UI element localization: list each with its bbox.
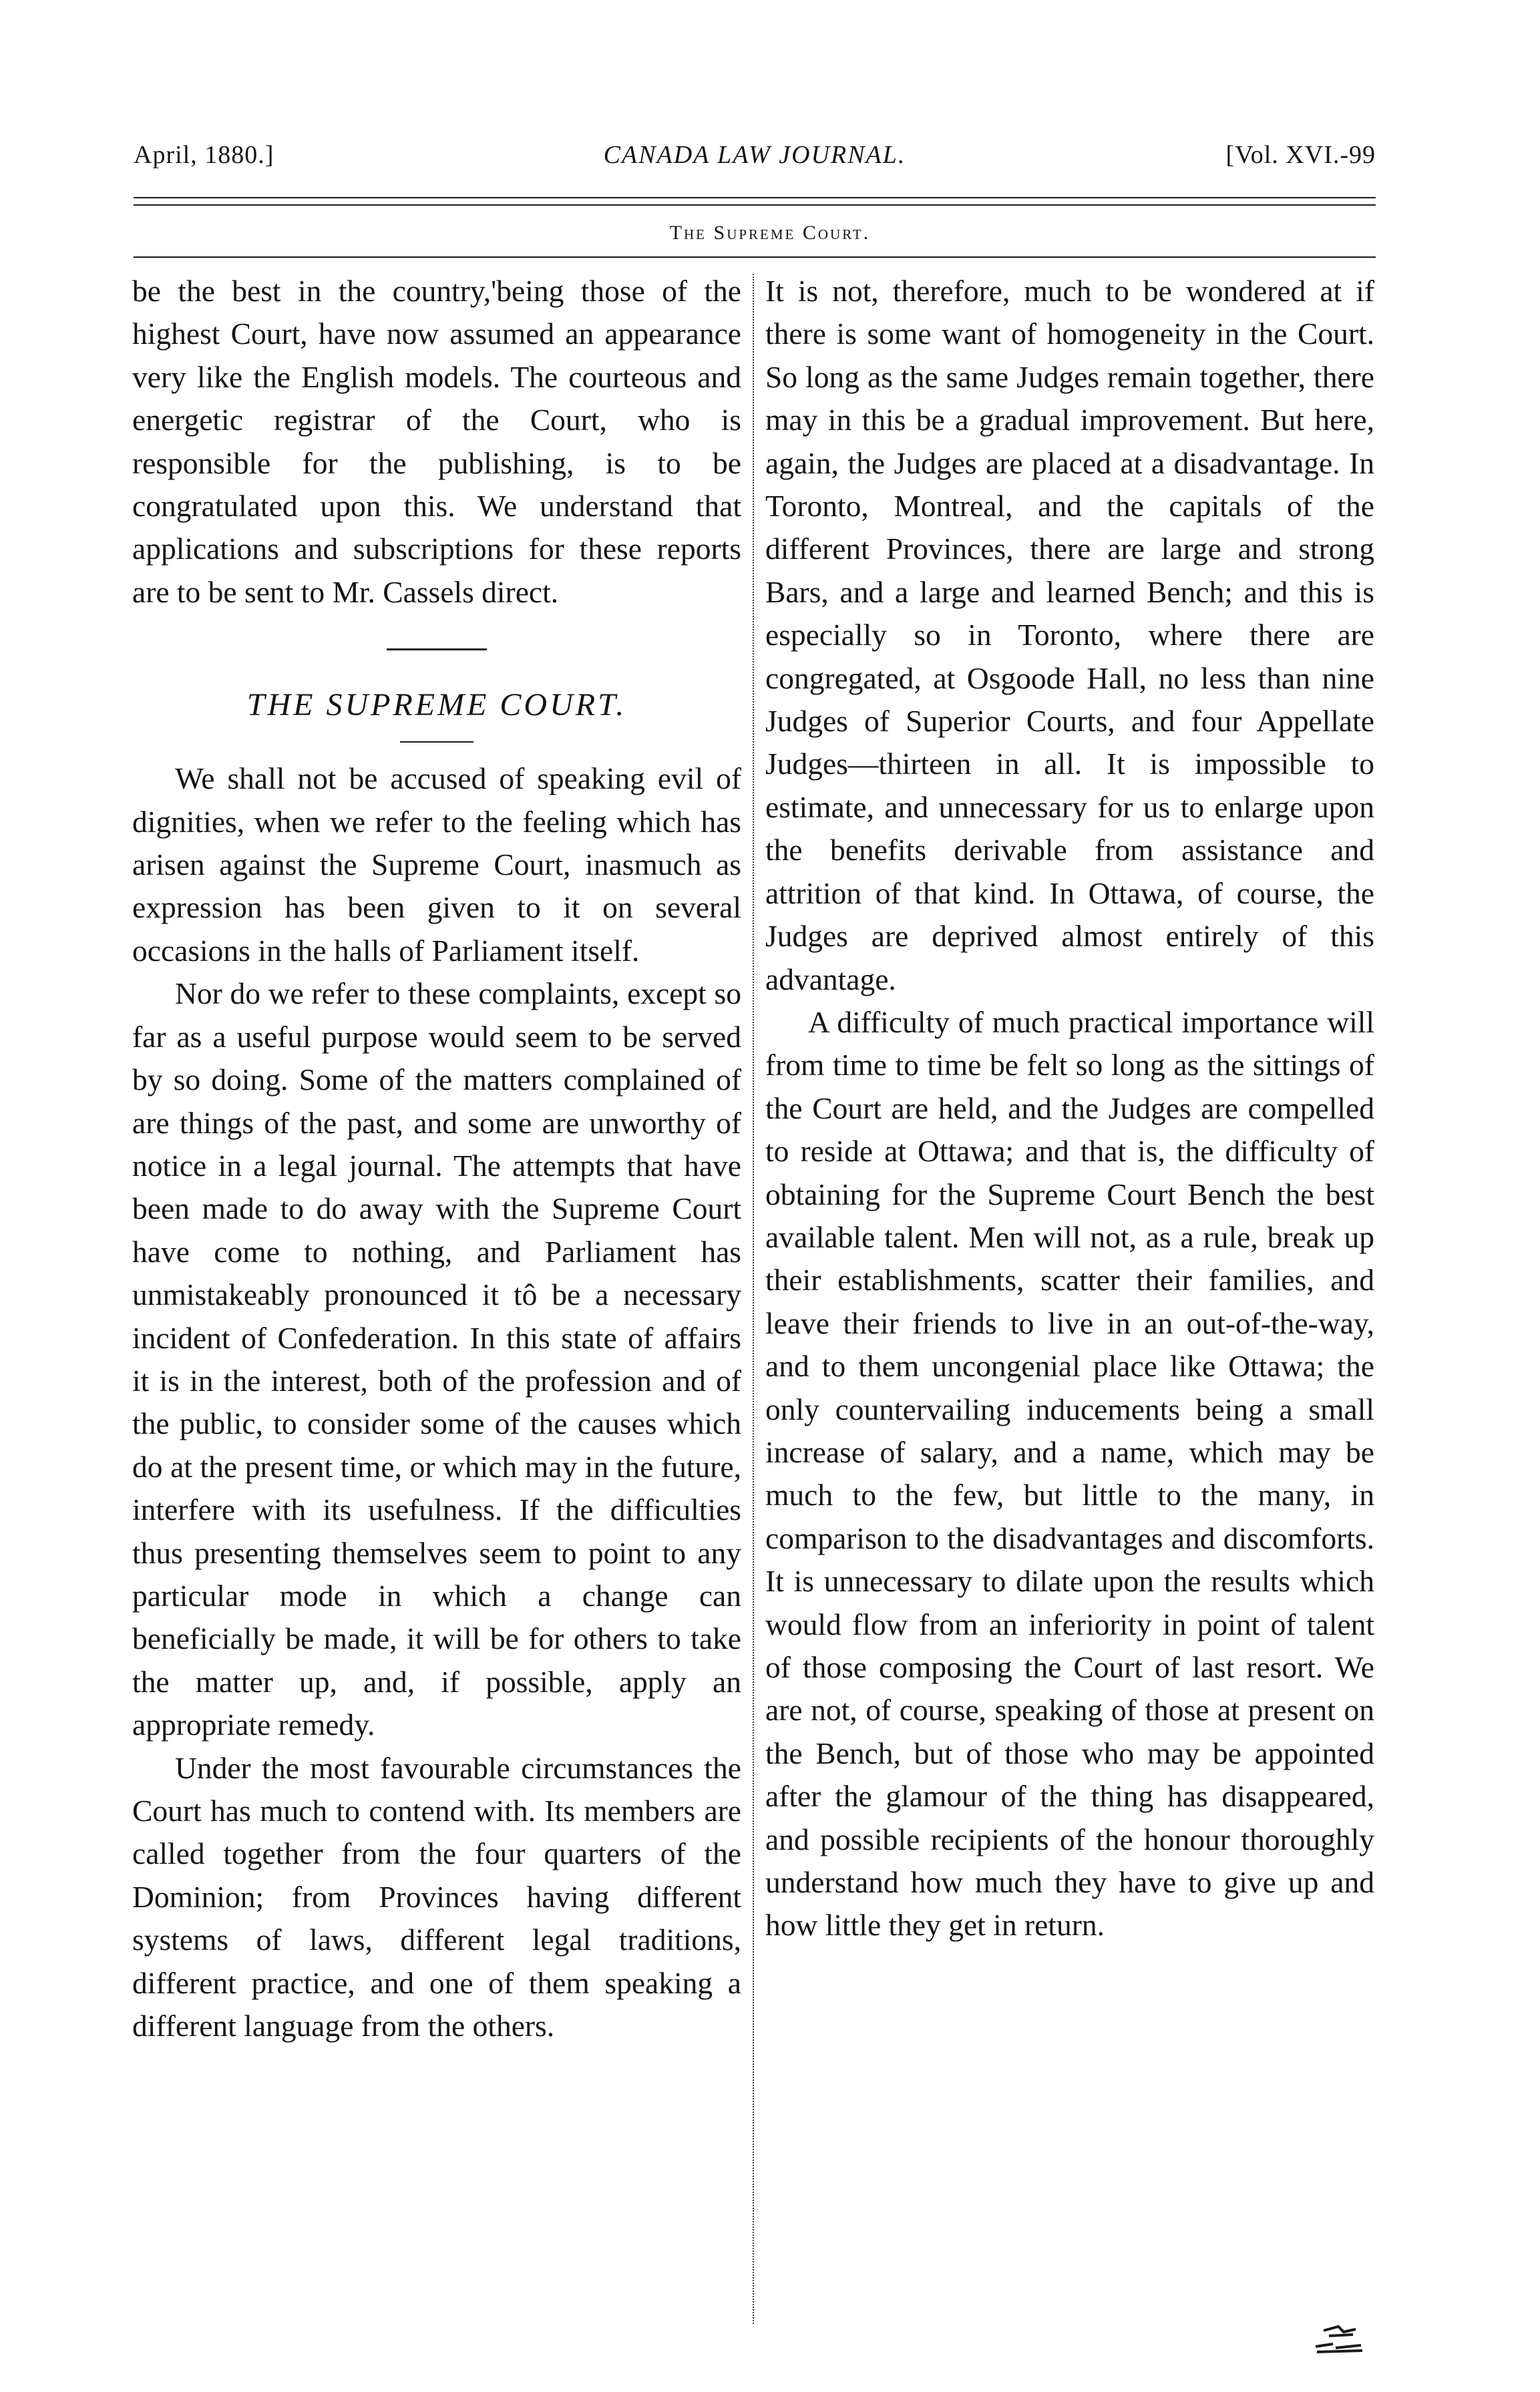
article-separator-rule bbox=[387, 648, 487, 650]
paragraph: A difficulty of much practical importance will from time to time be felt so long as the sittings of the Court are held, and the Judges are compelled to reside at Ottawa; and that is, the difficulty of obtaining for the Supreme Court Bench the best available talent. Men will not, as a rule, break up their establishments, scatter their families, and leave their friends to live in an out-of-the-way, and to them uncongenial place like Ottawa; the only countervailing inducements being a small increase of salary, and a name, which may be much to the few, but little to the many, in comparison to the disadvantages and discomforts. It is unnecessary to dilate upon the results which would flow from an inferiority in point of talent of those composing the Court of last resort. We are not, of course, speaking of those at present on the Bench, but of those who may be appointed after the glamour of the thing has disappeared, and possible recipients of the honour thoroughly understand how much they have to give up and how little they get in return. bbox=[765, 1004, 1374, 1943]
column-divider bbox=[753, 274, 754, 2324]
left-column bbox=[132, 270, 741, 2327]
title-underline-rule bbox=[400, 741, 473, 743]
section-running-title: The Supreme Court. bbox=[669, 222, 871, 244]
article-title: THE SUPREME COURT. bbox=[246, 687, 627, 723]
header-journal-title: CANADA LAW JOURNAL. bbox=[603, 141, 906, 169]
header-date: April, 1880.] bbox=[134, 141, 274, 169]
paragraph: Under the most favourable circumstances the Court has much to contend with. Its members are called together from the four quarters of the Dominion; from Provinces having different systems of laws, different legal traditions, different practice, and one of them speaking a different language from the others. bbox=[132, 1750, 741, 2043]
paragraph: It is not, therefore, much to be wondered at if there is some want of homogeneity in the Court. So long as the same Judges remain together, there may in this be a gradual improvement. But here, again, the Judges are placed at a disadvantage. In Toronto, Montreal, and the capitals of the different Provinces, there are large and strong Bars, and a large and learned Bench; and this is especially so in Toronto, where there are congregated, at Osgoode Hall, no less than nine Judges of Superior Courts, and four Appellate Judges—thirteen in all. It is impossible to estimate, and unnecessary for us to enlarge upon the benefits derivable from assistance and attrition of that kind. In Ottawa, of course, the Judges are deprived almost entirely of this advantage. bbox=[765, 274, 1374, 996]
header-volume-page: [Vol. XVI.-99 bbox=[1225, 141, 1376, 169]
paragraph: We shall not be accused of speaking evil of dignities, when we refer to the feeling which has arisen against the Supreme Court, inasmuch as expression has been given to it on several occasions in the halls of Parliament itself. bbox=[132, 761, 741, 968]
running-head bbox=[134, 140, 1376, 180]
header-double-rule bbox=[134, 197, 1376, 206]
right-column bbox=[765, 270, 1374, 2327]
paragraph: Nor do we refer to these complaints, except so far as a useful purpose would seem to be served by so doing. Some of the matters complained of are things of the past, and some are unworthy of notice in a legal journal. The attempts that have been made to do away with the Supreme Court have come to nothing, and Parliament has unmistakeably pronounced it tô be a necessary incident of Confederation. In this state of affairs it is in the interest, both of the profession and of the public, to consider some of the causes which do at the present time, or which may in the future, interfere with its usefulness. If the difficulties thus presenting themselves seem to point to any particular mode in which a change can beneficially be made, it will be for others to take the matter up, and, if possible, apply an appropriate remedy. bbox=[132, 976, 741, 1742]
printer-mark-icon bbox=[1309, 2321, 1369, 2355]
section-rule bbox=[134, 256, 1376, 258]
continued-paragraph: be the best in the country,'being those of the highest Court, have now assumed an appearance very like the English models. The courteous and energetic registrar of the Court, who is responsible for the publishing, is to be congratulated upon this. We understand that applications and subscriptions for these reports are to be sent to Mr. Cassels direct. bbox=[132, 274, 741, 609]
